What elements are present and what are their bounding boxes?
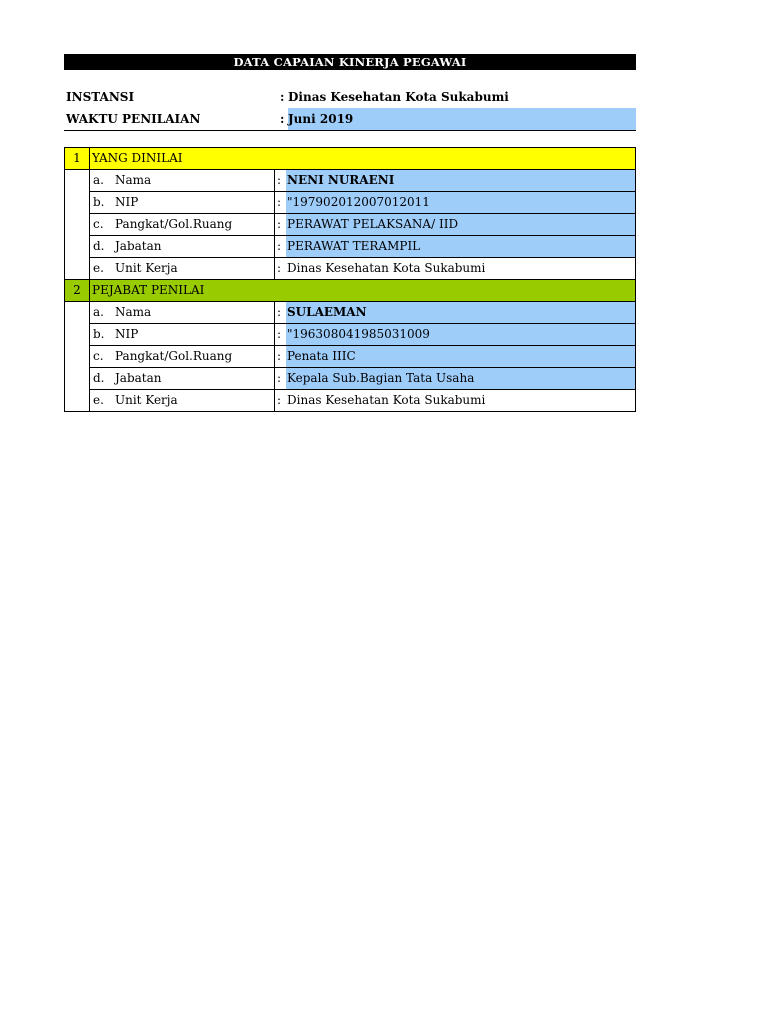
row-label: Jabatan: [115, 368, 275, 389]
row-label: Unit Kerja: [115, 258, 275, 279]
section-title: PEJABAT PENILAI: [92, 283, 205, 297]
table-row: [90, 192, 635, 214]
table-row: [90, 258, 635, 279]
row-label: Pangkat/Gol.Ruang: [115, 346, 275, 367]
row-colon: :: [277, 239, 282, 253]
section-pejabat-penilai-body: [65, 302, 635, 412]
row-letter: e.: [93, 393, 104, 407]
row-label: NIP: [115, 324, 275, 345]
nip-value: "197902012007012011: [286, 192, 635, 213]
row-letter: a.: [93, 305, 104, 319]
unit-kerja-value: Dinas Kesehatan Kota Sukabumi: [287, 393, 486, 407]
row-colon: :: [277, 217, 282, 231]
row-colon: :: [277, 371, 282, 385]
row-letter: e.: [93, 261, 104, 275]
section-number: 2: [65, 280, 90, 301]
row-colon: :: [277, 349, 282, 363]
section-number: 1: [65, 148, 90, 169]
row-label: Unit Kerja: [115, 390, 275, 411]
row-colon: :: [277, 173, 282, 187]
row-letter: d.: [93, 371, 105, 385]
row-colon: :: [277, 393, 282, 407]
unit-kerja-value: Dinas Kesehatan Kota Sukabumi: [287, 261, 486, 275]
table-row: [90, 324, 635, 346]
section-indent: [65, 302, 90, 411]
row-letter: b.: [93, 195, 105, 209]
row-letter: b.: [93, 327, 105, 341]
row-label: NIP: [115, 192, 275, 213]
jabatan-value: Kepala Sub.Bagian Tata Usaha: [286, 368, 635, 389]
section-pejabat-penilai-header: [65, 280, 635, 302]
row-label: Nama: [115, 302, 275, 323]
row-label: Jabatan: [115, 236, 275, 257]
table-row: [90, 302, 635, 324]
row-colon: :: [277, 305, 282, 319]
table-row: [90, 170, 635, 192]
table-row: [90, 346, 635, 368]
nama-value: SULAEMAN: [286, 302, 635, 323]
table-row: [90, 214, 635, 236]
pangkat-value: PERAWAT PELAKSANA/ IID: [286, 214, 635, 235]
waktu-penilaian-value: Juni 2019: [288, 108, 636, 130]
table-row: [90, 390, 635, 411]
row-label: Nama: [115, 170, 275, 191]
header-block: [64, 86, 636, 131]
waktu-penilaian-row: [64, 108, 636, 131]
row-letter: d.: [93, 239, 105, 253]
row-letter: c.: [93, 217, 104, 231]
instansi-row: [64, 86, 636, 108]
row-colon: :: [277, 261, 282, 275]
waktu-penilaian-colon: :: [280, 112, 285, 126]
row-letter: c.: [93, 349, 104, 363]
pangkat-value: Penata IIIC: [286, 346, 635, 367]
section-yang-dinilai-header: [65, 148, 635, 170]
row-letter: a.: [93, 173, 104, 187]
instansi-label: INSTANSI: [66, 90, 135, 104]
document-sheet: [64, 54, 636, 412]
section-yang-dinilai-body: [65, 170, 635, 280]
document-title: DATA CAPAIAN KINERJA PEGAWAI: [64, 54, 636, 70]
instansi-value: Dinas Kesehatan Kota Sukabumi: [288, 90, 509, 104]
section-title: YANG DINILAI: [92, 151, 183, 165]
data-table: [64, 147, 636, 412]
row-label: Pangkat/Gol.Ruang: [115, 214, 275, 235]
nama-value: NENI NURAENI: [286, 170, 635, 191]
row-colon: :: [277, 195, 282, 209]
row-colon: :: [277, 327, 282, 341]
table-row: [90, 368, 635, 390]
nip-value: "196308041985031009: [286, 324, 635, 345]
instansi-colon: :: [280, 90, 285, 104]
jabatan-value: PERAWAT TERAMPIL: [286, 236, 635, 257]
waktu-penilaian-label: WAKTU PENILAIAN: [66, 112, 201, 126]
section-indent: [65, 170, 90, 279]
table-row: [90, 236, 635, 258]
